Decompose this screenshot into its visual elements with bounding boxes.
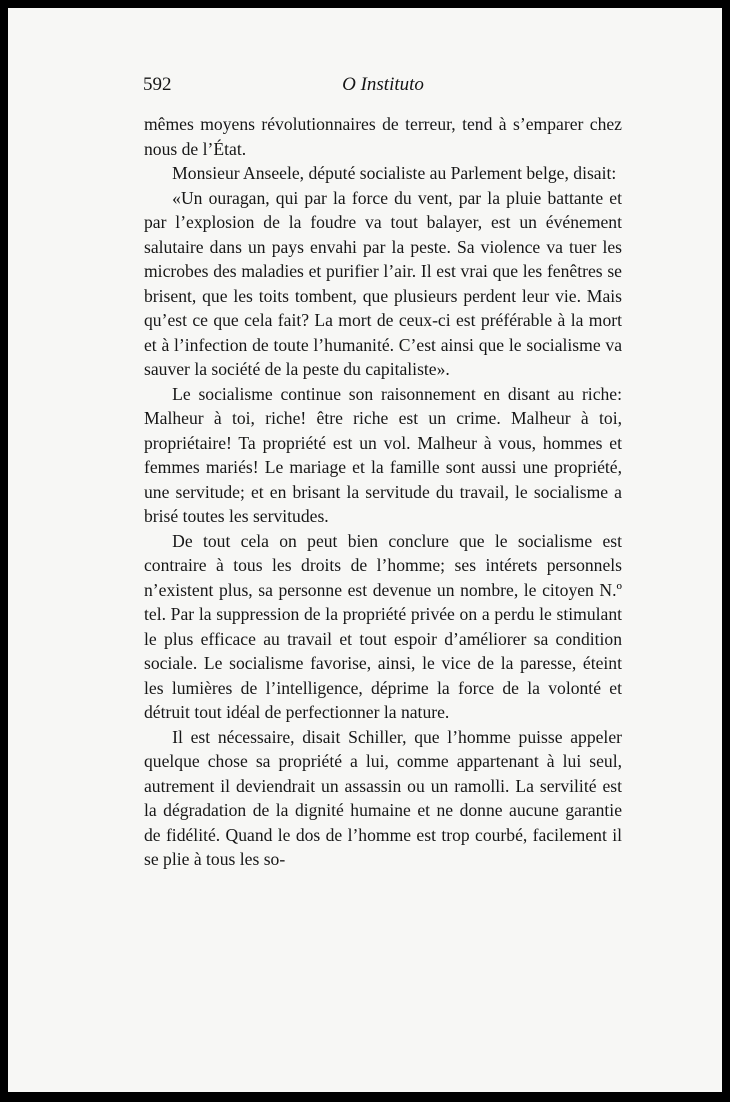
page-header [143,74,623,102]
paragraph: De tout cela on peut bien conclure que le socialisme est contraire à tous les droits de l’homme; ses intérets personnels n’existent plus, sa personne est devenue un nombre, le citoyen N.º tel. Par la suppression de la propriété privée on a perdu le stimulant le plus efficace au travail et tout espoir d’améliorer sa condition sociale. Le socialisme favorise, ainsi, le vice de la paresse, éteint les lumières de l’intelligence, déprime la force de la volonté et détruit tout idéal de perfectionner la nature. [144,530,622,722]
paragraph: Le socialisme continue son raisonnement en disant au riche: Malheur à toi, riche! être riche est un crime. Malheur à toi, propriétaire! Ta propriété est un vol. Malheur à vous, hommes et femmes mariés! Le mariage et la famille sont aussi une propriété, une servitude; et en brisant la servitude du travail, le socialisme a brisé toutes les servitudes. [144,383,622,526]
book-page [8,8,722,1092]
page-number: 592 [143,74,172,95]
paragraph: Monsieur Anseele, député socialiste au Parlement belge, disait: [172,163,617,183]
body-text [144,112,622,872]
quotation-paragraph: «Un ouragan, qui par la force du vent, par la pluie battante et par l’explosion de la foudre va tout balayer, est un événement salutaire dans un pays envahi par la peste. Sa violence va tuer les microbes des maladies et purifier l’air. Il est vrai que les fenêtres se brisent, que les toits tombent, que plusieurs perdent leur vie. Mais qu’est ce que cela fait? La mort de ceux-ci est préférable à la mort et à l’infection de toute l’humanité. C’est ainsi que le socialisme va sauver la société de la peste du capitaliste». [144,187,622,379]
paragraph: Il est nécessaire, disait Schiller, que l’homme puisse appeler quelque chose sa propriété a lui, comme appartenant à lui seul, autrement il deviendrait un assassin ou un ramolli. La servilité est la dégradation de la dignité humaine et ne donne aucune garantie de fidélité. Quand le dos de l’homme est trop courbé, facilement il se plie à tous les so- [144,726,622,869]
paragraph: mêmes moyens révolutionnaires de terreur, tend à s’emparer chez nous de l’État. [144,114,622,159]
running-title: O Instituto [342,74,424,95]
